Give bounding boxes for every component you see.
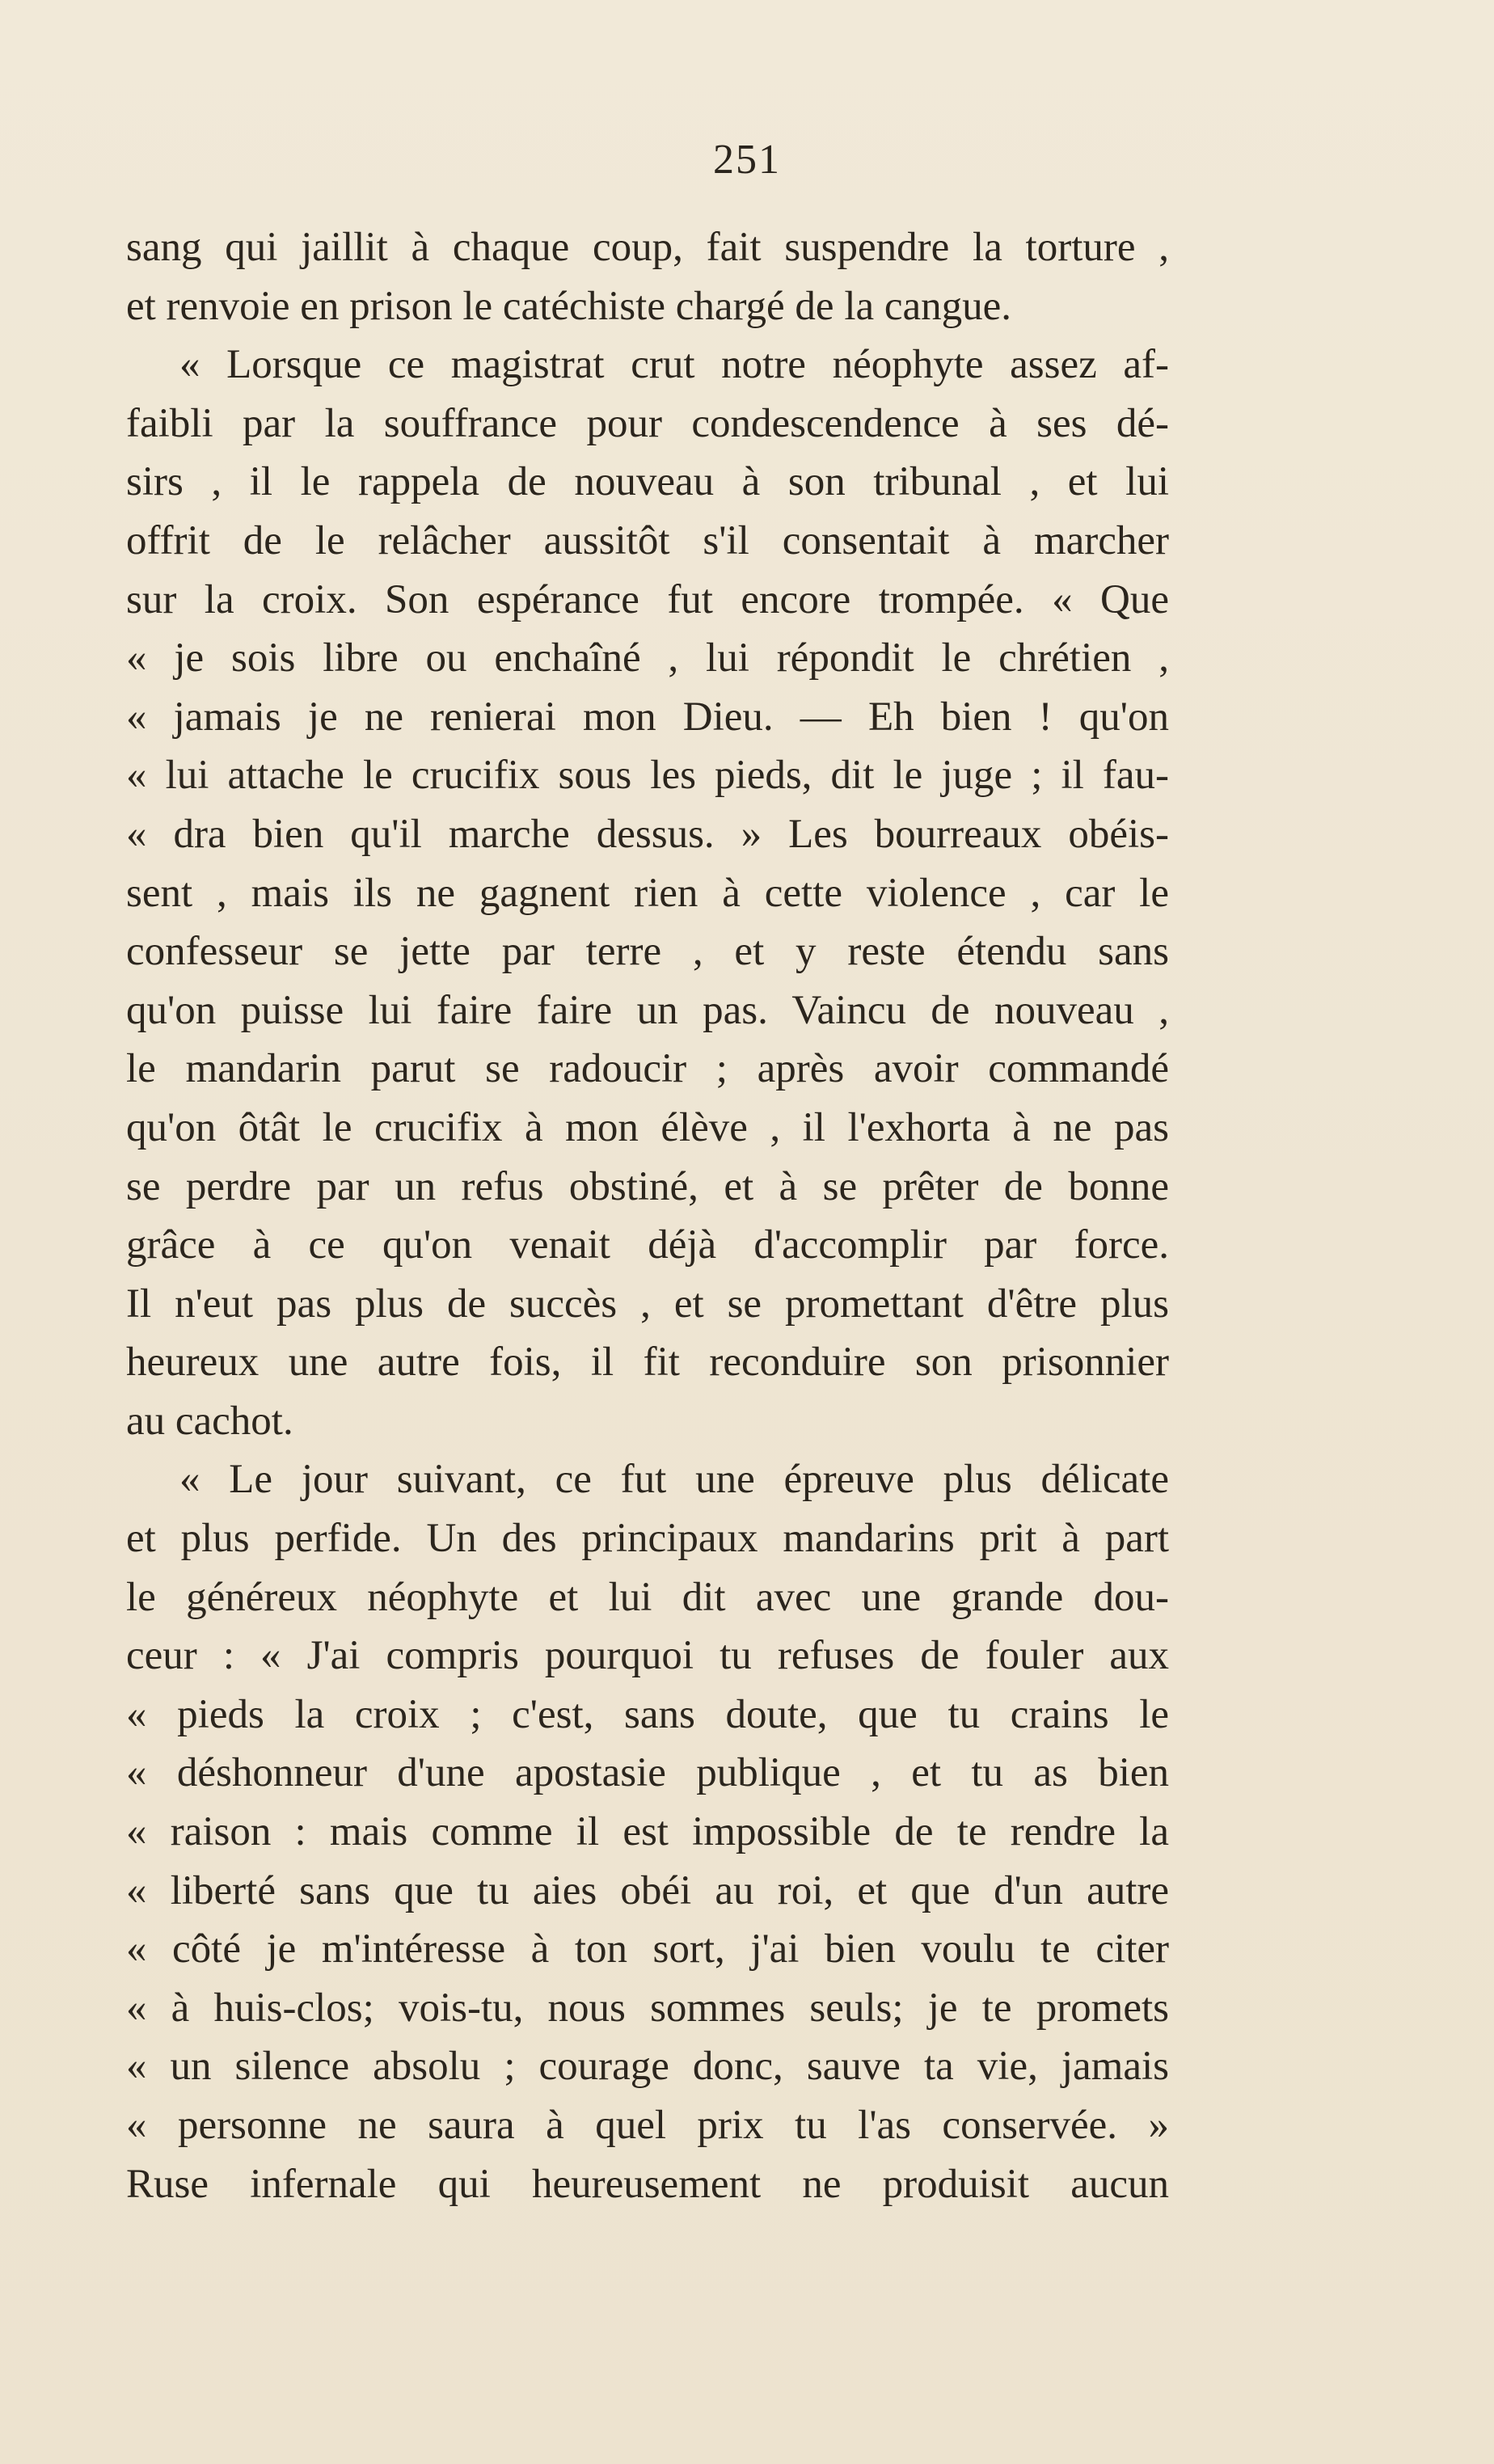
text-line: Ruse infernale qui heureusement ne produisit aucun: [126, 2161, 1169, 2207]
text-line: le généreux néophyte et lui dit avec une grande dou-: [126, 1574, 1169, 1620]
text-line: « un silence absolu ; courage donc, sauve ta vie, jamais: [126, 2044, 1169, 2090]
text-line: « je sois libre ou enchaîné , lui répondit le chrétien ,: [126, 635, 1169, 681]
text-line: « Lorsque ce magistrat crut notre néophyte assez af-: [179, 342, 1169, 388]
text-line: sang qui jaillit à chaque coup, fait suspendre la torture ,: [126, 225, 1169, 270]
text-line: « raison : mais comme il est impossible de te rendre la: [126, 1809, 1169, 1855]
text-line: « dra bien qu'il marche dessus. » Les bourreaux obéis-: [126, 811, 1169, 857]
text-line: « à huis-clos; vois-tu, nous sommes seuls; je te promets: [126, 1985, 1169, 2031]
text-line: « lui attache le crucifix sous les pieds, dit le juge ; il fau-: [126, 753, 1169, 799]
text-line: sur la croix. Son espérance fut encore trompée. « Que: [126, 576, 1169, 622]
text-line: et plus perfide. Un des principaux mandarins prit à part: [126, 1516, 1169, 1562]
text-line: ceur : « J'ai compris pourquoi tu refuses de fouler aux: [126, 1633, 1169, 1679]
text-line: heureux une autre fois, il fit reconduire son prisonnier: [126, 1340, 1169, 1386]
text-line: « jamais je ne renierai mon Dieu. — Eh bien ! qu'on: [126, 694, 1169, 740]
text-line: qu'on puisse lui faire faire un pas. Vaincu de nouveau ,: [126, 987, 1169, 1033]
text-line: grâce à ce qu'on venait déjà d'accomplir par force.: [126, 1222, 1169, 1268]
page-number: 251: [713, 137, 781, 183]
text-line: « déshonneur d'une apostasie publique , et tu as bien: [126, 1750, 1169, 1796]
text-line: et renvoie en prison le catéchiste chargé de la cangue.: [126, 283, 1012, 329]
text-line: offrit de le relâcher aussitôt s'il consentait à marcher: [126, 517, 1169, 563]
text-line: au cachot.: [126, 1398, 293, 1444]
text-line: « côté je m'intéresse à ton sort, j'ai bien voulu te citer: [126, 1926, 1169, 1972]
text-line: sirs , il le rappela de nouveau à son tribunal , et lui: [126, 459, 1169, 505]
text-line: se perdre par un refus obstiné, et à se prêter de bonne: [126, 1163, 1169, 1209]
text-line: qu'on ôtât le crucifix à mon élève , il l'exhorta à ne pas: [126, 1104, 1169, 1150]
text-line: le mandarin parut se radoucir ; après avoir commandé: [126, 1046, 1169, 1092]
body-text: [126, 218, 1169, 2213]
text-line: confesseur se jette par terre , et y reste étendu sans: [126, 929, 1169, 975]
text-line: « liberté sans que tu aies obéi au roi, et que d'un autre: [126, 1867, 1169, 1913]
text-line: Il n'eut pas plus de succès , et se promettant d'être plus: [126, 1281, 1169, 1327]
text-line: « Le jour suivant, ce fut une épreuve plus délicate: [179, 1457, 1169, 1503]
text-line: « pieds la croix ; c'est, sans doute, que tu crains le: [126, 1691, 1169, 1737]
text-line: « personne ne saura à quel prix tu l'as conservée. »: [126, 2103, 1169, 2148]
text-line: sent , mais ils ne gagnent rien à cette violence , car le: [126, 870, 1169, 916]
text-line: faibli par la souffrance pour condescendence à ses dé-: [126, 400, 1169, 446]
